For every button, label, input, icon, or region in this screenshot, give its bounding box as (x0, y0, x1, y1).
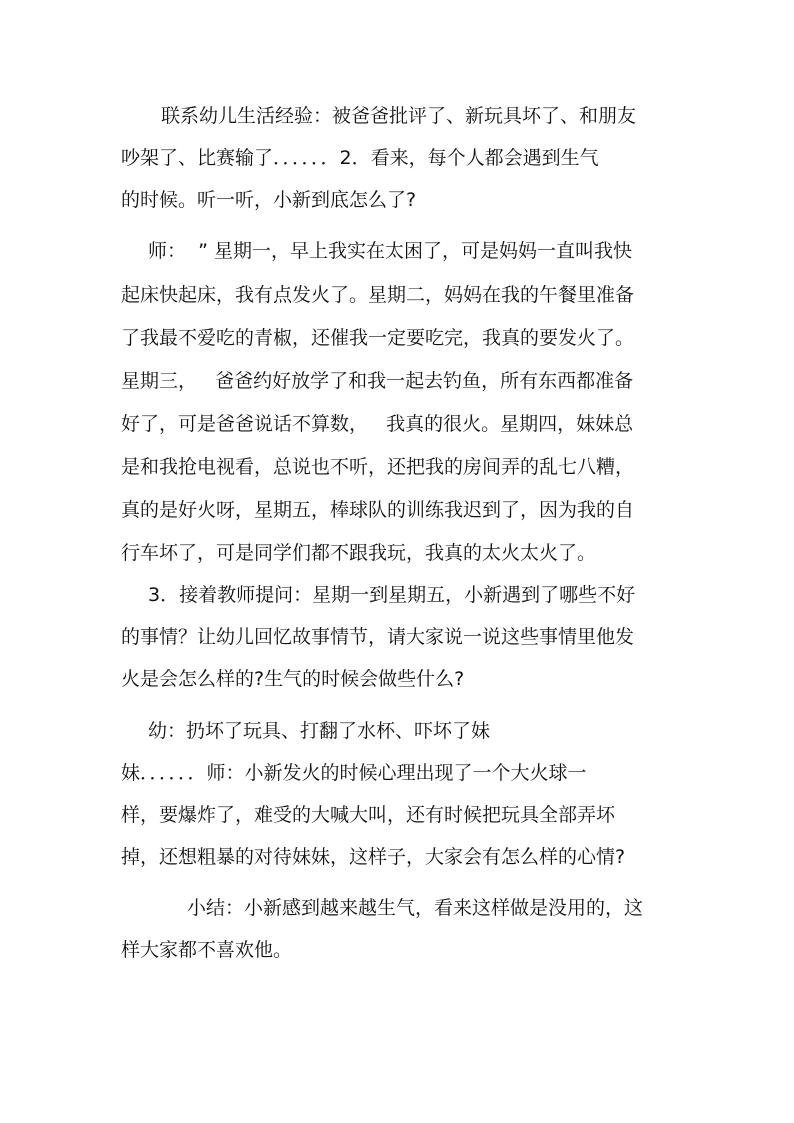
text-line-8: 好了，可是爸爸说话不算数， 我真的很火。星期四，妹妹总 (121, 413, 634, 435)
text-line-10: 真的是好火呀，星期五，棒球队的训练我迟到了，因为我的自 (121, 499, 635, 521)
text-line-16: 妹．．．．．．师：小新发火的时候心理出现了一个大火球一 (121, 762, 587, 784)
text-line-4: 师： ” 星期一，早上我实在太困了，可是妈妈一直叫我快 (148, 240, 632, 262)
text-line-14: 火是会怎么样的?生气的时候会做些什么? (121, 668, 465, 690)
text-line-7: 星期三， 爸爸约好放学了和我一起去钓鱼，所有东西都准备 (121, 370, 634, 392)
text-line-11: 行车坏了，可是同学们都不跟我玩，我真的太火太火了。 (121, 542, 597, 564)
text-line-13: 的事情？让幼儿回忆故事情节，请大家说一说这些事情里他发 (121, 626, 635, 648)
text-line-3: 的时候。听一听，小新到底怎么了? (121, 189, 417, 211)
text-line-12: 3．接着教师提问：星期一到星期五，小新遇到了哪些不好 (148, 584, 636, 606)
text-line-6: 了我最不爱吃的青椒，还催我一定要吃完，我真的要发火了。 (121, 327, 635, 349)
text-line-1: 联系幼儿生活经验：被爸爸批评了、新玩具坏了、和朋友 (161, 105, 637, 127)
text-line-17: 样，要爆炸了，难受的大喊大叫，还有时候把玩具全部弄坏 (121, 804, 616, 826)
text-line-19: 小结：小新感到越来越生气，看来这样做是没用的，这 (187, 897, 644, 919)
text-line-15: 幼：扔坏了玩具、打翻了水杯、吓坏了妹 (148, 720, 491, 742)
text-line-5: 起床快起床，我有点发火了。星期二，妈妈在我的午餐里准备 (121, 284, 635, 306)
text-line-9: 是和我抢电视看，总说也不听，还把我的房间弄的乱七八糟， (121, 456, 635, 478)
text-line-20: 样大家都不喜欢他。 (121, 939, 293, 961)
text-line-2: 吵架了、比赛输了．．．．．．2．看来，每个人都会遇到生气 (121, 147, 599, 169)
text-line-18: 掉，还想粗暴的对待妹妹，这样子，大家会有怎么样的心情? (121, 846, 626, 868)
